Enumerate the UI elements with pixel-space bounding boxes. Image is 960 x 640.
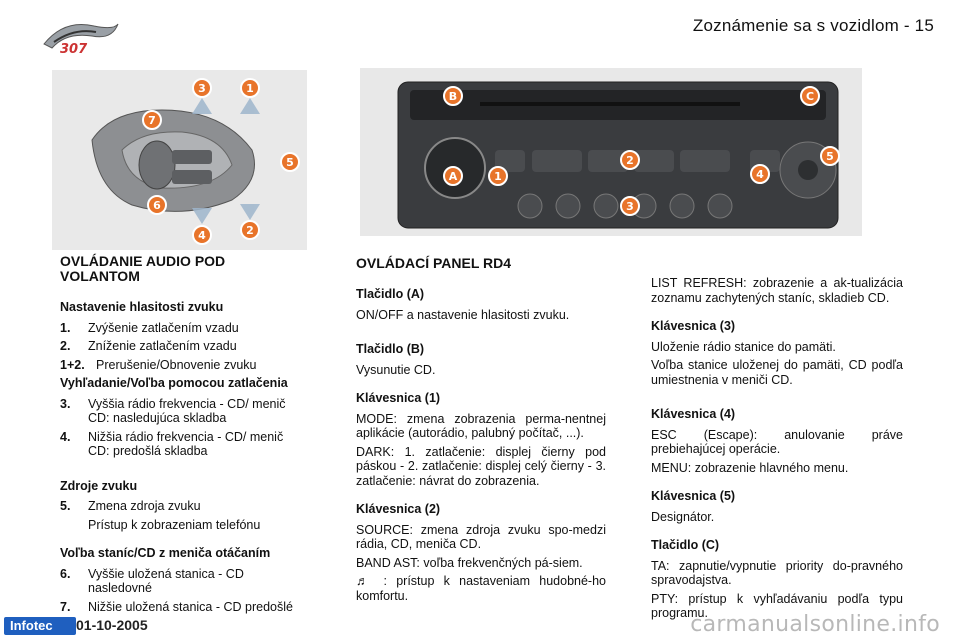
list-item: 7. Nižšie uložená stanica - CD predošlé xyxy=(60,599,293,614)
subheading-volume: Nastavenie hlasitosti zvuku xyxy=(60,300,224,314)
paragraph: ♬ : prístup k nastaveniam hudobné-ho komfortu. xyxy=(356,574,606,603)
label-b: B xyxy=(448,90,458,103)
steering-audio-section xyxy=(60,254,308,618)
paragraph: Voľba stanice uloženej do pamäti, CD podľa umiestnenia v meniči CD. xyxy=(651,358,903,387)
subheading-k1: Klávesnica (1) xyxy=(356,391,441,405)
callout-3: 3 xyxy=(626,200,634,213)
callout-1: 1 xyxy=(494,170,502,183)
paragraph: MODE: zmena zobrazenia perma-nentnej aplikácie (autorádio, palubný počítač, ...). xyxy=(356,411,606,440)
subheading-k3: Klávesnica (3) xyxy=(651,319,736,333)
rd4-panel-section-continued xyxy=(651,276,903,625)
peugeot-logo xyxy=(34,14,124,68)
callout-4: 4 xyxy=(756,168,764,181)
paragraph: BAND AST: voľba frekvenčných pá-siem. xyxy=(356,555,583,570)
list-item: 3. Vyššia rádio frekvencia - CD/ menič CD: nasledujúca skladba xyxy=(60,396,286,425)
list-item: 6. Vyššie uložená stanica - CD nasledovné xyxy=(60,566,244,595)
rd4-panel-section xyxy=(356,256,606,607)
label-c: C xyxy=(805,90,815,103)
callout-7: 7 xyxy=(148,114,156,127)
subheading-b: Tlačidlo (B) xyxy=(356,342,425,356)
paragraph: LIST REFRESH: zobrazenie a ak-tualizácia zoznamu zachytených staníc, skladieb CD. xyxy=(651,276,903,305)
callout-3: 3 xyxy=(198,82,206,95)
paragraph: Designátor. xyxy=(651,509,715,524)
subheading-sources: Zdroje zvuku xyxy=(60,478,138,493)
paragraph: TA: zapnutie/vypnutie priority do-pravného spravodajstva. xyxy=(651,558,903,587)
list-item: 5. Zmena zdroja zvuku xyxy=(60,499,201,513)
paragraph: SOURCE: zmena zdroja zvuku spo-medzi rádia, CD, meniča CD. xyxy=(356,522,606,551)
callout-6: 6 xyxy=(153,199,161,212)
list-item: 1. Zvýšenie zatlačením vzadu xyxy=(60,320,239,335)
footer-date: 01-10-2005 xyxy=(76,617,148,633)
callout-4: 4 xyxy=(198,229,206,242)
rd4-panel-illustration xyxy=(360,68,862,236)
subheading-a: Tlačidlo (A) xyxy=(356,287,425,301)
paragraph: DARK: 1. zatlačenie: displej čierny pod páskou - 2. zatlačenie: displej celý čierny - 3. zatlačenie: návrat do zobrazenia. xyxy=(356,444,606,488)
paragraph: ON/OFF a nastavenie hlasitosti zvuku. xyxy=(356,307,570,322)
subheading-k4: Klávesnica (4) xyxy=(651,407,736,421)
subheading-c: Tlačidlo (C) xyxy=(651,538,720,552)
list-item: 2. Zníženie zatlačením vzadu xyxy=(60,339,237,353)
list-item: 4. Nižšia rádio frekvencia - CD/ menič CD: predošlá skladba xyxy=(60,429,284,458)
paragraph: Uloženie rádio stanice do pamäti. xyxy=(651,339,836,354)
steering-controls-illustration xyxy=(52,70,307,250)
subheading-k2: Klávesnica (2) xyxy=(356,502,441,516)
list-item: 1+2. Prerušenie/Obnovenie zvuku xyxy=(60,357,257,372)
watermark-site: carmanualsonline.info xyxy=(690,612,940,637)
page-title: Zoznámenie sa s vozidlom - 15 xyxy=(692,16,934,35)
model-badge: 307 xyxy=(60,42,88,57)
callout-5: 5 xyxy=(286,156,294,169)
subheading-search: Vyhľadanie/Voľba pomocou zatlačenia xyxy=(60,376,288,390)
subheading-stations: Voľba staníc/CD z meniča otáčaním xyxy=(60,546,271,560)
label-a: A xyxy=(448,170,458,183)
paragraph: PTY: prístup k vyhľadávaniu podľa typu programu. xyxy=(651,591,903,620)
callout-5: 5 xyxy=(826,150,834,163)
callout-1: 1 xyxy=(246,82,254,95)
subheading-k5: Klávesnica (5) xyxy=(651,489,736,503)
section-title: OVLÁDACÍ PANEL RD4 xyxy=(356,255,512,271)
infotec-logo: Infotec xyxy=(4,617,76,635)
callout-2: 2 xyxy=(626,154,634,167)
section-title: OVLÁDANIE AUDIO POD VOLANTOM xyxy=(60,253,226,284)
paragraph: MENU: zobrazenie hlavného menu. xyxy=(651,460,849,475)
paragraph: ESC (Escape): anulovanie práve prebiehajúcej operácie. xyxy=(651,427,903,456)
callout-2: 2 xyxy=(246,224,254,237)
list-item-extra: Prístup k zobrazeniam telefónu xyxy=(88,517,261,532)
paragraph: Vysunutie CD. xyxy=(356,362,436,377)
